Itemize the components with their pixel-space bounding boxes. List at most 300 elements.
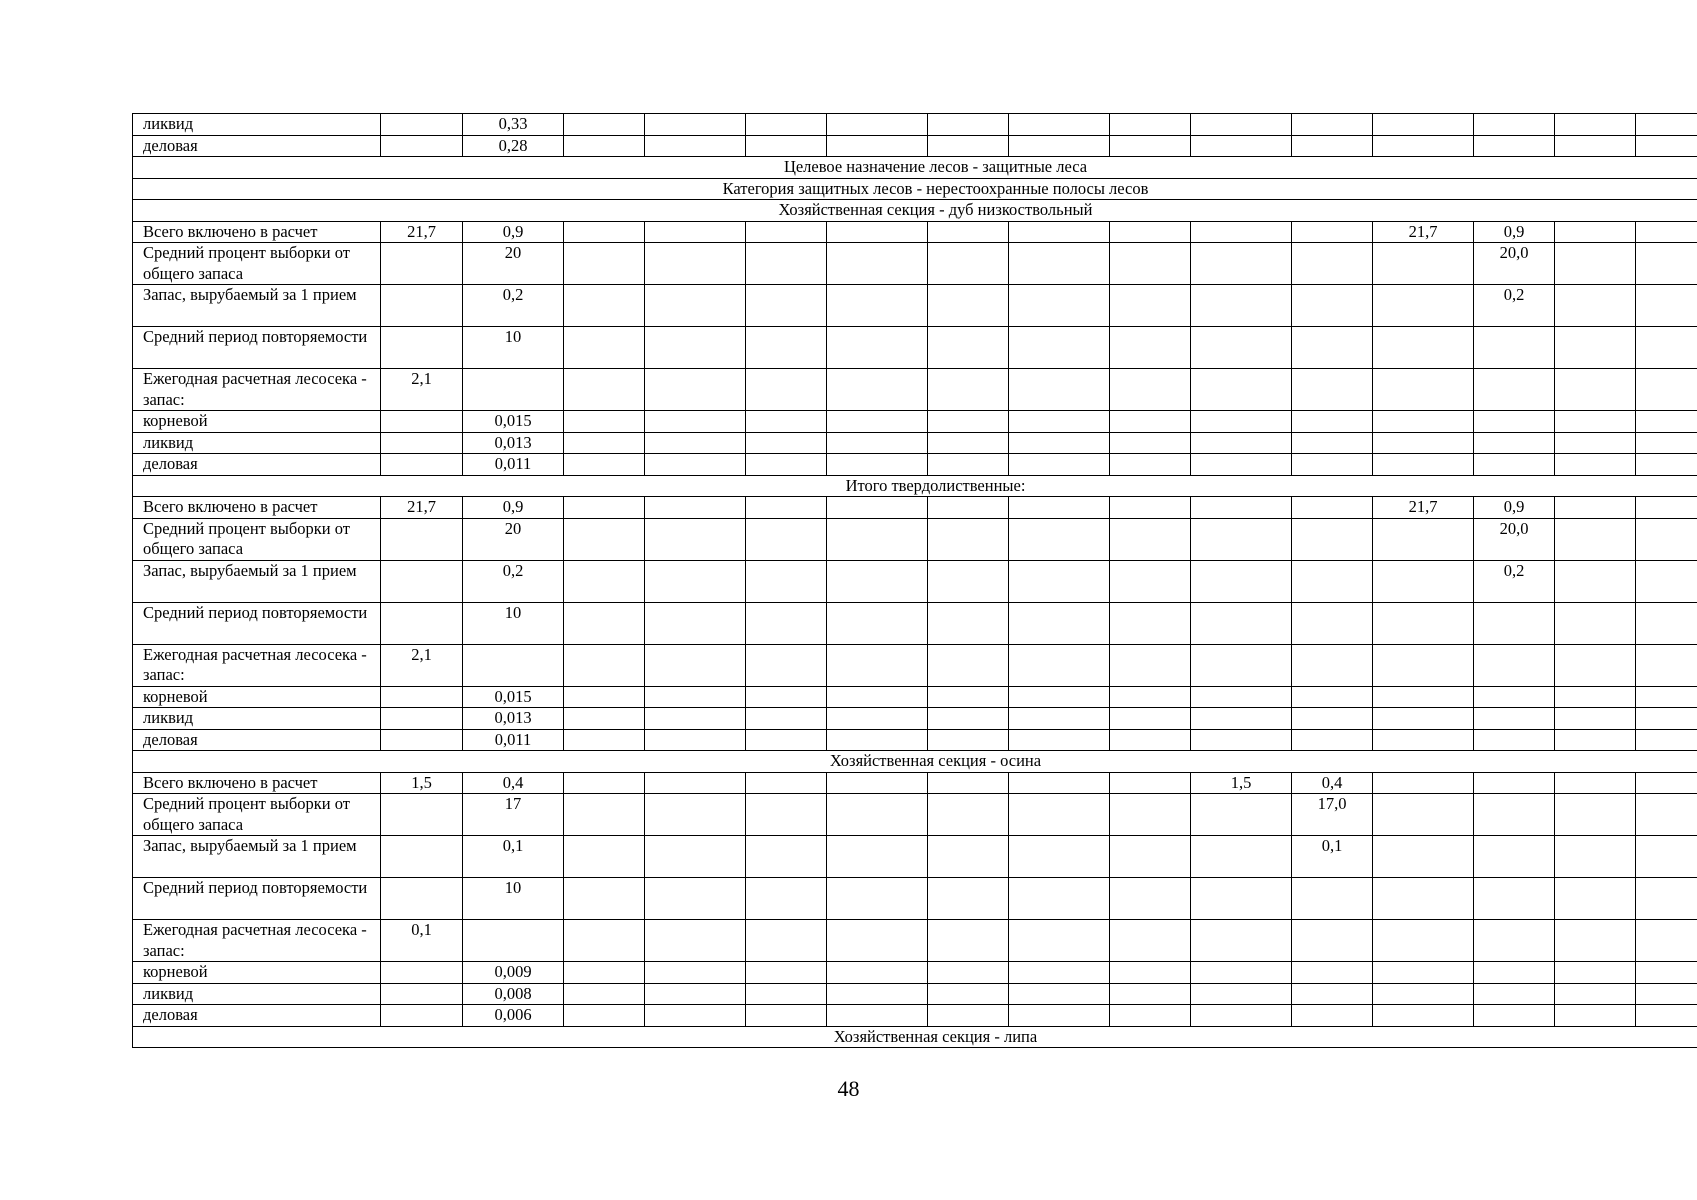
table-cell [827,454,928,476]
table-cell [827,411,928,433]
table-cell [827,920,928,962]
table-cell [827,644,928,686]
table-cell [1009,836,1110,878]
table-cell [1191,644,1292,686]
table-cell [1555,518,1636,560]
table-cell [746,327,827,369]
table-cell [1373,836,1474,878]
table-cell [746,411,827,433]
table-cell [1555,560,1636,602]
table-cell: 0,9 [1474,221,1555,243]
table-cell: 0,013 [463,708,564,730]
table-cell [1474,836,1555,878]
table-cell [1009,983,1110,1005]
table-cell: 0,2 [1474,560,1555,602]
table-cell [1009,686,1110,708]
table-cell [1110,285,1191,327]
row-label: Средний период повторяемости [133,878,381,920]
table-cell [645,497,746,519]
table-cell [746,560,827,602]
table-cell [746,686,827,708]
table-cell [381,327,463,369]
table-cell [1009,602,1110,644]
table-cell: 0,009 [463,962,564,984]
table-row [133,1005,1697,1027]
table-cell [1555,221,1636,243]
table-row [133,602,1697,644]
table-cell [1636,432,1697,454]
table-cell [463,369,564,411]
table-cell [564,454,645,476]
table-cell [1191,983,1292,1005]
row-label: Ежегодная расчетная лесосека - запас: [133,644,381,686]
table-cell [645,794,746,836]
table-cell [645,920,746,962]
table-cell [1191,560,1292,602]
table-cell [1555,729,1636,751]
table-cell [928,243,1009,285]
row-label: Средний процент выборки от общего запаса [133,243,381,285]
table-cell [928,772,1009,794]
table-cell [381,878,463,920]
table-cell [928,708,1009,730]
table-cell [1474,135,1555,157]
table-cell [564,411,645,433]
table-cell [1373,686,1474,708]
table-cell [1292,602,1373,644]
table-cell [564,114,645,136]
table-cell: 1,5 [381,772,463,794]
row-label: Всего включено в расчет [133,772,381,794]
table-cell: 0,008 [463,983,564,1005]
table-cell [1474,644,1555,686]
table-cell [1373,729,1474,751]
row-label: деловая [133,1005,381,1027]
row-label: ликвид [133,983,381,1005]
table-cell [1009,962,1110,984]
row-label: деловая [133,729,381,751]
table-cell [1009,135,1110,157]
table-cell [746,772,827,794]
table-cell [645,560,746,602]
table-cell [564,878,645,920]
table-cell [1110,114,1191,136]
table-cell [1373,1005,1474,1027]
table-cell [827,518,928,560]
table-cell [1636,411,1697,433]
table-cell [1636,454,1697,476]
table-cell [564,518,645,560]
table-cell [1474,878,1555,920]
table-cell [1191,243,1292,285]
table-cell [1474,794,1555,836]
table-cell [1191,920,1292,962]
table-cell [746,135,827,157]
table-cell [1009,497,1110,519]
table-cell [564,686,645,708]
table-cell: 2,1 [381,644,463,686]
table-cell [1636,772,1697,794]
table-cell [564,729,645,751]
table-row [133,560,1697,602]
table-cell: 0,2 [463,560,564,602]
table-cell [1636,497,1697,519]
table-cell [1110,454,1191,476]
table-row [133,135,1697,157]
table-cell [1292,518,1373,560]
table-cell [1373,962,1474,984]
table-cell [928,836,1009,878]
table-cell [381,962,463,984]
section-title: Хозяйственная секция - осина [133,751,1697,773]
table-cell [1373,114,1474,136]
table-cell [1474,454,1555,476]
table-cell: 20,0 [1474,518,1555,560]
table-cell [1009,920,1110,962]
table-cell [1191,1005,1292,1027]
table-cell [746,497,827,519]
table-row [133,644,1697,686]
table-cell [1636,243,1697,285]
table-cell [1292,1005,1373,1027]
table-row [133,708,1697,730]
table-cell: 0,013 [463,432,564,454]
table-row [133,454,1697,476]
table-cell [1474,432,1555,454]
table-cell: 0,006 [463,1005,564,1027]
table-cell [1555,114,1636,136]
table-cell [1292,497,1373,519]
table-cell: 10 [463,878,564,920]
table-cell [1191,411,1292,433]
table-cell [1555,794,1636,836]
table-cell [827,772,928,794]
table-cell: 20,0 [1474,243,1555,285]
row-label: деловая [133,135,381,157]
table-cell [1474,962,1555,984]
table-cell [645,135,746,157]
table-cell [1191,836,1292,878]
section-header-row [133,157,1697,179]
table-cell: 17 [463,794,564,836]
table-cell [1009,878,1110,920]
table-cell [564,135,645,157]
table-cell [1636,794,1697,836]
table-cell [1009,772,1110,794]
table-cell [1191,285,1292,327]
table-cell [381,243,463,285]
table-cell [1636,560,1697,602]
table-cell [746,243,827,285]
table-cell: 0,011 [463,729,564,751]
table-cell [1110,983,1191,1005]
table-cell: 1,5 [1191,772,1292,794]
table-cell [827,836,928,878]
table-cell [381,285,463,327]
row-label: ликвид [133,114,381,136]
table-cell [1110,135,1191,157]
table-cell [564,327,645,369]
section-title: Хозяйственная секция - дуб низкоствольный [133,200,1697,222]
table-cell [928,327,1009,369]
table-cell [928,432,1009,454]
table-cell [1555,327,1636,369]
table-cell: 17,0 [1292,794,1373,836]
table-cell [827,285,928,327]
table-cell [1110,518,1191,560]
row-label: Запас, вырубаемый за 1 прием [133,560,381,602]
table-cell [1009,454,1110,476]
table-cell [1373,602,1474,644]
table-cell: 21,7 [381,497,463,519]
table-cell [1373,772,1474,794]
row-label: ликвид [133,708,381,730]
table-cell [381,729,463,751]
table-cell [564,962,645,984]
table-cell [645,729,746,751]
table-cell [645,518,746,560]
table-cell [1110,920,1191,962]
table-cell [827,602,928,644]
table-cell [746,983,827,1005]
table-cell [928,518,1009,560]
table-cell [1636,729,1697,751]
table-cell [928,221,1009,243]
table-cell: 0,015 [463,686,564,708]
table-cell [564,497,645,519]
table-cell [1292,708,1373,730]
table-cell [1474,602,1555,644]
table-cell [928,369,1009,411]
table-cell [827,1005,928,1027]
table-cell [827,221,928,243]
table-cell [746,518,827,560]
table-cell [1555,983,1636,1005]
table-cell [1373,369,1474,411]
table-cell [564,285,645,327]
table-cell [381,794,463,836]
table-cell [1555,772,1636,794]
row-label: Ежегодная расчетная лесосека - запас: [133,920,381,962]
row-label: ликвид [133,432,381,454]
table-cell [928,794,1009,836]
table-cell [1191,327,1292,369]
table-cell [1636,920,1697,962]
section-header-row [133,751,1697,773]
row-label: Средний период повторяемости [133,327,381,369]
table-cell [746,602,827,644]
table-cell [381,411,463,433]
table-cell [746,644,827,686]
table-cell: 20 [463,518,564,560]
table-cell [1555,411,1636,433]
table-cell [381,1005,463,1027]
table-cell: 0,1 [1292,836,1373,878]
table-cell: 21,7 [381,221,463,243]
table-cell [564,432,645,454]
row-label: корневой [133,411,381,433]
table-cell [645,962,746,984]
table-cell [1292,686,1373,708]
table-cell [645,411,746,433]
table-row [133,327,1697,369]
table-cell [645,432,746,454]
table-cell [1636,983,1697,1005]
table-cell [1191,114,1292,136]
table-cell [381,602,463,644]
table-cell [1373,518,1474,560]
table-cell [381,686,463,708]
table-cell [1555,920,1636,962]
table-cell [1292,729,1373,751]
table-cell [1373,327,1474,369]
table-row [133,878,1697,920]
table-cell [1636,327,1697,369]
table-cell [1110,560,1191,602]
table-cell [746,729,827,751]
table-cell [1292,560,1373,602]
table-cell [1373,135,1474,157]
table-cell [564,708,645,730]
table-cell [1110,836,1191,878]
table-cell [1191,221,1292,243]
table-cell [1292,983,1373,1005]
table-cell [1110,497,1191,519]
table-cell [645,454,746,476]
table-cell [1636,369,1697,411]
table-cell [1292,962,1373,984]
table-cell [1373,432,1474,454]
table-cell [746,836,827,878]
table-cell [1474,327,1555,369]
table-cell: 21,7 [1373,497,1474,519]
table-cell [645,602,746,644]
table-cell [645,878,746,920]
table-cell [1555,135,1636,157]
table-cell [928,920,1009,962]
table-cell [645,221,746,243]
table-cell [1636,221,1697,243]
table-cell [1009,285,1110,327]
table-cell: 0,4 [463,772,564,794]
row-label: Запас, вырубаемый за 1 прием [133,836,381,878]
table-cell [827,135,928,157]
table-cell [381,836,463,878]
table-row [133,686,1697,708]
table-cell [381,983,463,1005]
table-cell [1555,454,1636,476]
table-cell: 20 [463,243,564,285]
table-cell [1555,602,1636,644]
table-cell [746,962,827,984]
table-cell [1009,644,1110,686]
table-cell [827,962,928,984]
table-cell [1636,962,1697,984]
table-cell [1191,708,1292,730]
table-cell [928,497,1009,519]
table-cell [928,644,1009,686]
table-cell [564,794,645,836]
table-cell [928,114,1009,136]
table-row [133,518,1697,560]
table-cell [827,878,928,920]
table-cell [381,518,463,560]
table-cell [1009,114,1110,136]
table-cell: 0,9 [463,497,564,519]
table-row [133,243,1697,285]
table-cell [928,411,1009,433]
table-cell [827,686,928,708]
table-cell [1292,327,1373,369]
table-cell [564,644,645,686]
table-cell [381,454,463,476]
table-cell [1373,708,1474,730]
table-cell [1110,1005,1191,1027]
table-cell [928,962,1009,984]
table-cell [928,135,1009,157]
table-cell [1636,836,1697,878]
row-label: Средний период повторяемости [133,602,381,644]
table-cell [1191,729,1292,751]
table-cell [1191,878,1292,920]
table-cell [1292,878,1373,920]
table-row [133,983,1697,1005]
table-row [133,369,1697,411]
table-cell [1636,1005,1697,1027]
table-cell [564,836,645,878]
table-cell [1373,878,1474,920]
table-cell: 0,2 [463,285,564,327]
table-cell [1373,920,1474,962]
table-cell [746,369,827,411]
table-row [133,114,1697,136]
table-cell [1009,243,1110,285]
table-row [133,772,1697,794]
table-cell: 21,7 [1373,221,1474,243]
table-cell [1009,1005,1110,1027]
table-cell: 10 [463,327,564,369]
table-cell [645,686,746,708]
table-cell [1636,285,1697,327]
table-cell [1292,114,1373,136]
table-cell [381,114,463,136]
table-cell: 0,9 [1474,497,1555,519]
table-cell [1555,369,1636,411]
table-cell [1636,518,1697,560]
table-cell [1009,729,1110,751]
table-cell [1373,243,1474,285]
table-cell [746,920,827,962]
table-cell [1110,602,1191,644]
table-cell [645,836,746,878]
table-cell [1009,327,1110,369]
table-cell [463,644,564,686]
page-number: 48 [837,1076,860,1101]
table-cell [1555,243,1636,285]
row-label: корневой [133,686,381,708]
table-cell [1110,729,1191,751]
table-cell [1474,920,1555,962]
allowable-cut-table [132,113,1697,1048]
row-label: Всего включено в расчет [133,221,381,243]
table-cell [1110,432,1191,454]
table-cell [1009,560,1110,602]
table-cell [746,708,827,730]
section-title: Итого твердолиственные: [133,475,1697,497]
table-cell [1110,327,1191,369]
row-label: Средний процент выборки от общего запаса [133,794,381,836]
table-cell [827,708,928,730]
